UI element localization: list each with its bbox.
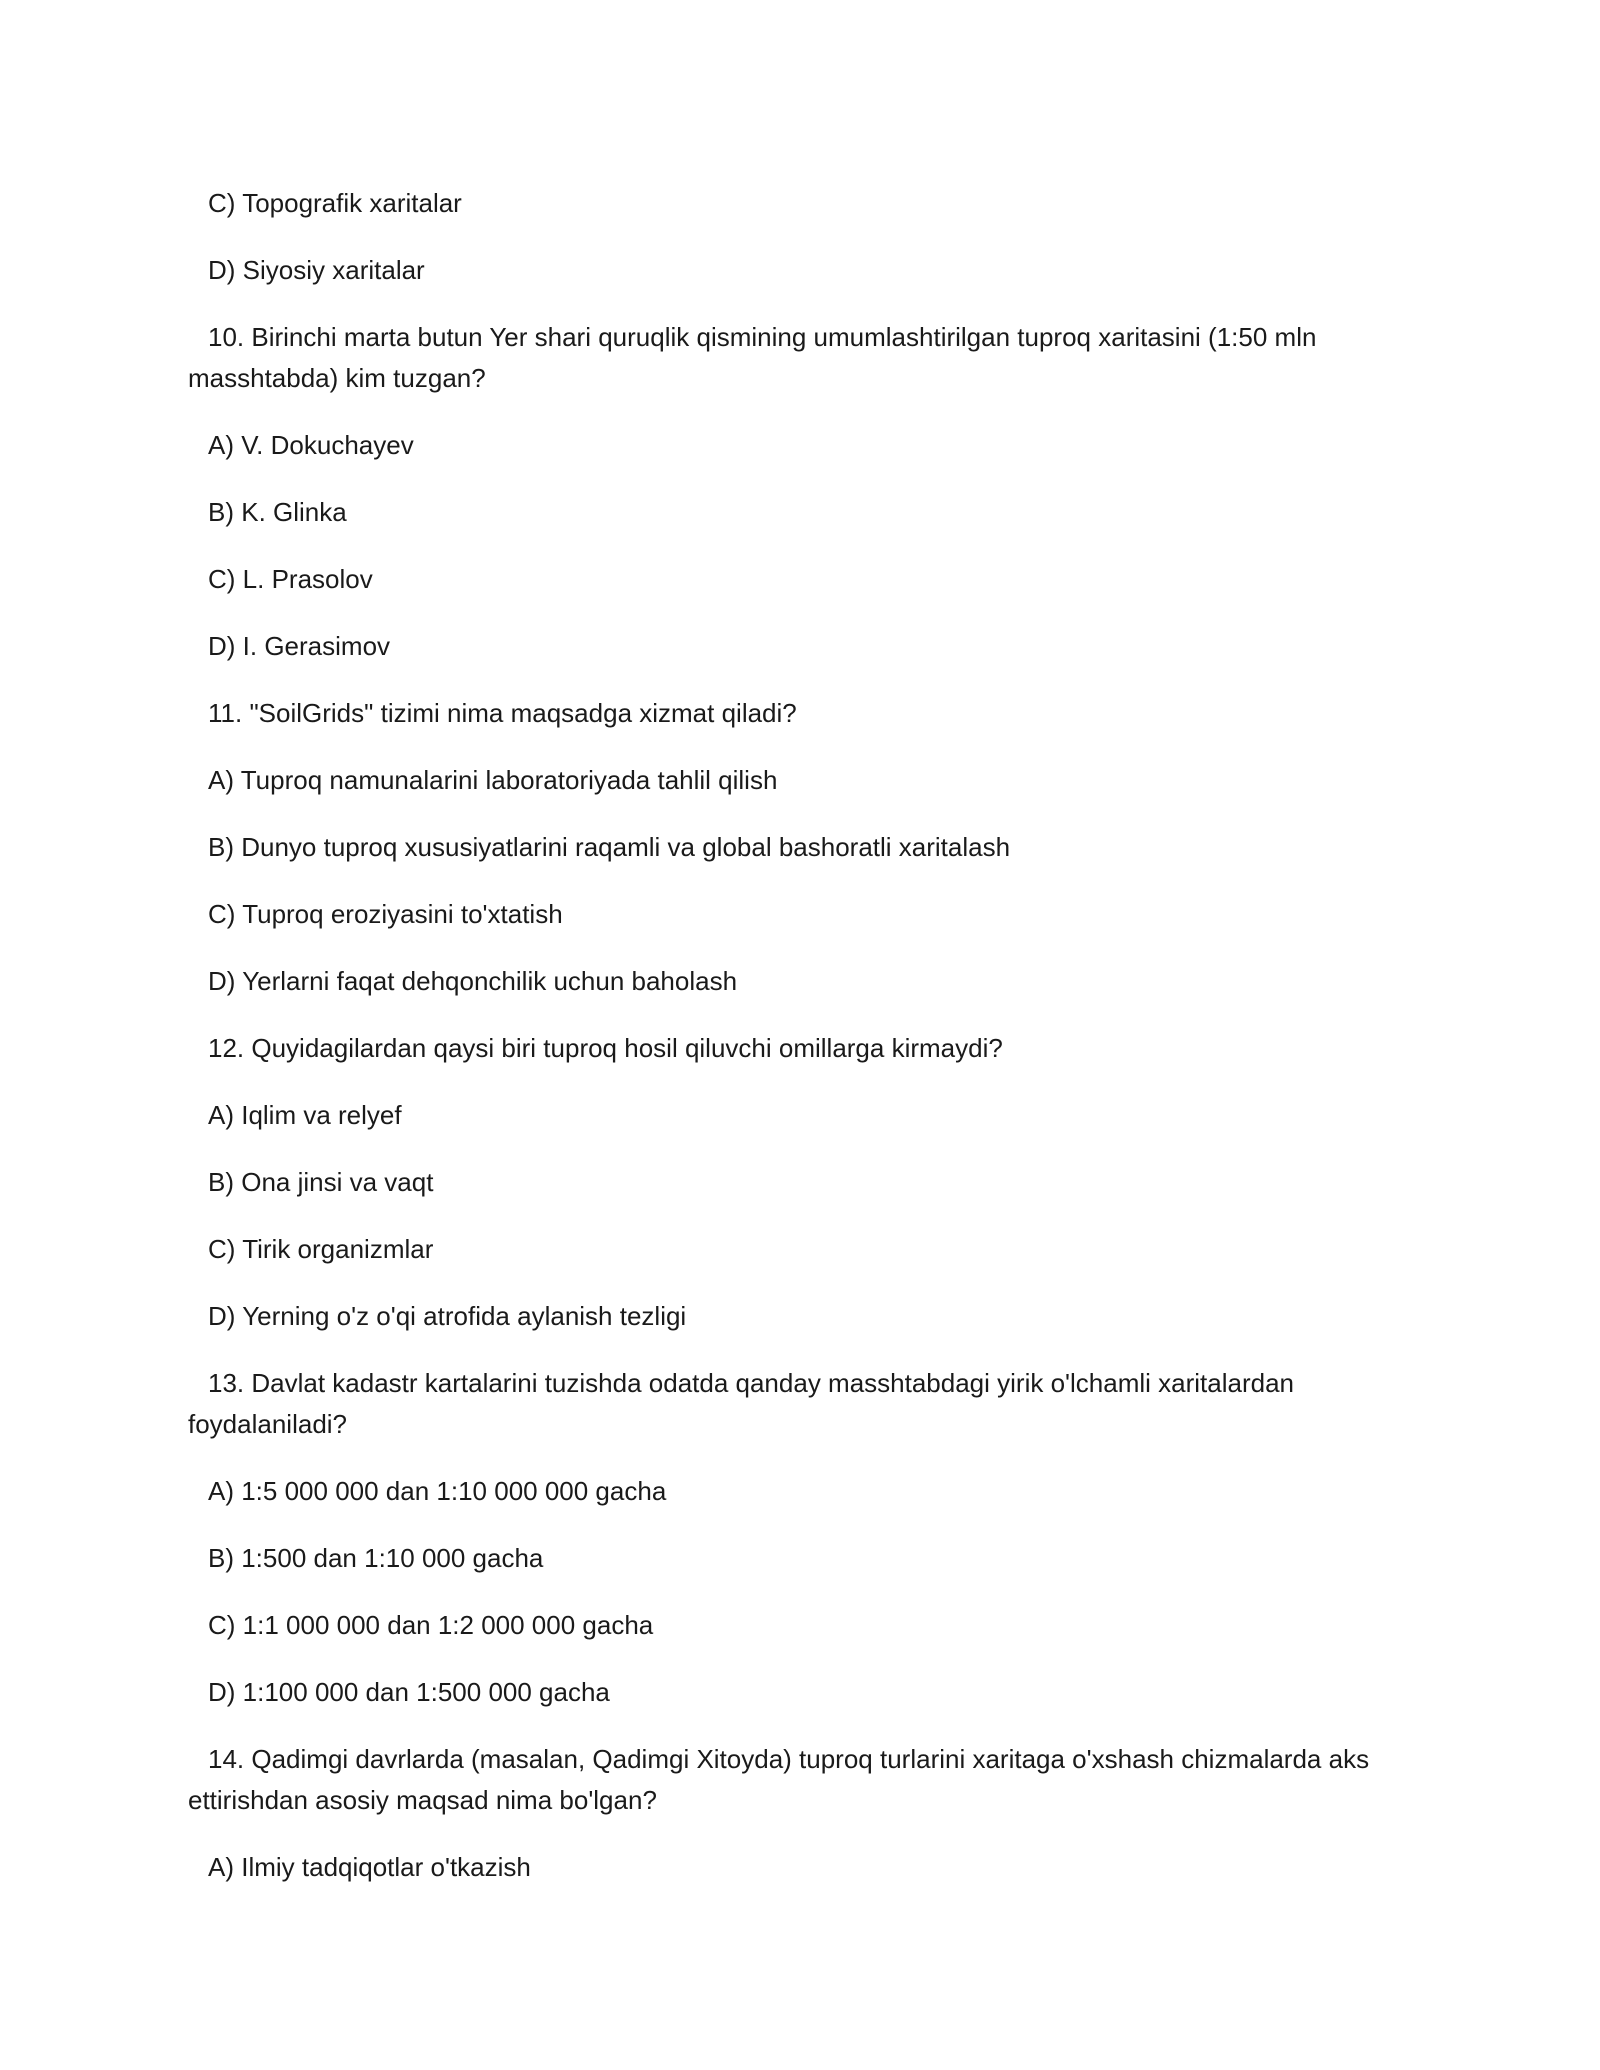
question-11: 11. "SoilGrids" tizimi nima maqsadga xizmat qiladi? [208,698,797,728]
q14-option-a: A) Ilmiy tadqiqotlar o'tkazish [208,1852,531,1882]
q13-option-a: A) 1:5 000 000 dan 1:10 000 000 gacha [208,1476,667,1506]
q13-option-b: B) 1:500 dan 1:10 000 gacha [208,1543,544,1573]
q11-option-b: B) Dunyo tuproq xususiyatlarini raqamli va global bashoratli xaritalash [208,832,1011,862]
q10-option-d: D) I. Gerasimov [208,631,391,661]
q11-option-a: A) Tuproq namunalarini laboratoriyada tahlil qilish [208,765,778,795]
question-10: 10. Birinchi marta butun Yer shari quruqlik qismining umumlashtirilgan tuproq xaritasini (1:50 mln masshtabda) kim tuzgan? [188,322,1317,393]
q11-option-c: C) Tuproq eroziyasini to'xtatish [208,899,563,929]
q12-option-d: D) Yerning o'z o'qi atrofida aylanish tezligi [208,1301,687,1331]
option-prev-c: C) Topografik xaritalar [208,188,462,218]
q13-option-d: D) 1:100 000 dan 1:500 000 gacha [208,1677,610,1707]
q10-option-a: A) V. Dokuchayev [208,430,414,460]
option-prev-d: D) Siyosiy xaritalar [208,255,425,285]
q13-option-c: C) 1:1 000 000 dan 1:2 000 000 gacha [208,1610,654,1640]
question-12: 12. Quyidagilardan qaysi biri tuproq hosil qiluvchi omillarga kirmaydi? [208,1033,1003,1063]
question-13: 13. Davlat kadastr kartalarini tuzishda odatda qanday masshtabdagi yirik o'lchamli xaritalardan foydalaniladi? [188,1368,1294,1439]
q12-option-c: C) Tirik organizmlar [208,1234,434,1264]
q12-option-a: A) Iqlim va relyef [208,1100,402,1130]
q11-option-d: D) Yerlarni faqat dehqonchilik uchun baholash [208,966,738,996]
q10-option-c: C) L. Prasolov [208,564,373,594]
document-page [188,183,1418,1914]
question-14: 14. Qadimgi davrlarda (masalan, Qadimgi Xitoyda) tuproq turlarini xaritaga o'xshash chizmalarda aks ettirishdan asosiy maqsad nima bo'lgan? [188,1744,1370,1815]
q12-option-b: B) Ona jinsi va vaqt [208,1167,434,1197]
q10-option-b: B) K. Glinka [208,497,347,527]
